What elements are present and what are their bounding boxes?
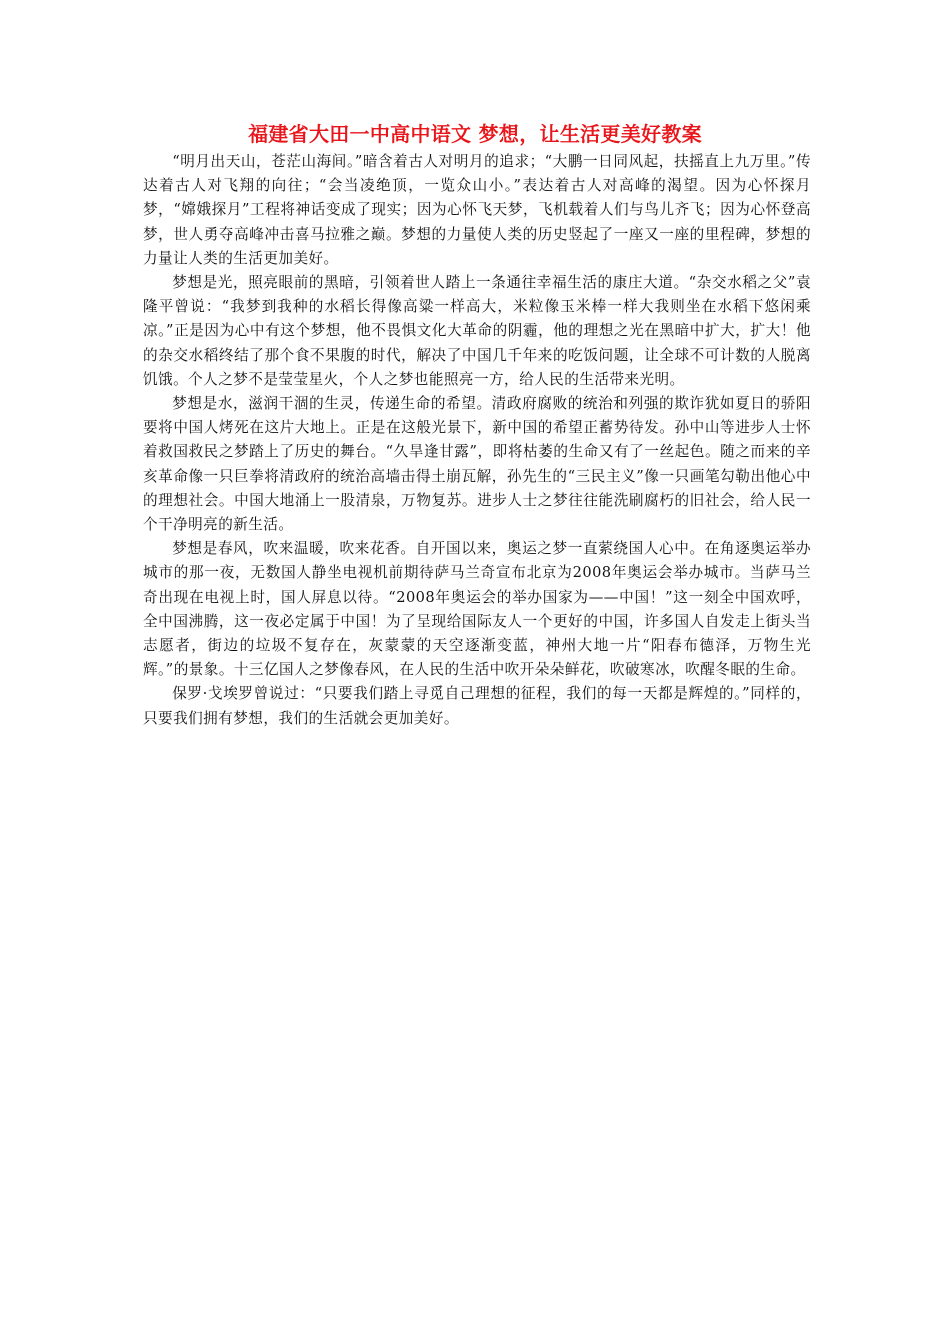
- document-title: 福建省大田一中高中语文 梦想，让生活更美好教案: [248, 122, 702, 146]
- paragraph-dream-history: “明月出天山，苍茫山海间。”暗含着古人对明月的追求；“大鹏一日同风起，扶摇直上九万里。”传达着古人对飞翔的向往；“会当凌绝顶，一览众山小。”表达着古人对高峰的渴望。因为心怀探月梦，“嫦娥探月”工程将神话变成了现实；因为心怀飞天梦，飞机载着人们与鸟儿齐飞；因为心怀登高梦，世人勇夺高峰冲击喜马拉雅之巅。梦想的力量使人类的历史竖起了一座又一座的里程碑，梦想的力量让人类的生活更加美好。: [143, 153, 811, 267]
- paragraph-conclusion: 保罗·戈埃罗曾说过：“只要我们踏上寻觅自己理想的征程，我们的每一天都是辉煌的。”同样的，只要我们拥有梦想，我们的生活就会更加美好。: [143, 685, 811, 727]
- paragraph-dream-water: 梦想是水，滋润干涸的生灵，传递生命的希望。清政府腐败的统治和列强的欺诈犹如夏日的骄阳要将中国人烤死在这片大地上。正是在这般光景下，新中国的希望正蓄势待发。孙中山等进步人士怀着救国救民之梦踏上了历史的舞台。“久旱逢甘露”，即将枯萎的生命又有了一丝起色。随之而来的辛亥革命像一只巨拳将清政府的统治高墙击得土崩瓦解，孙先生的“三民主义”像一只画笔勾勒出他心中的理想社会。中国大地涌上一股清泉，万物复苏。进步人士之梦往往能洗刷腐朽的旧社会，给人民一个干净明亮的新生活。: [143, 395, 811, 534]
- paragraph-dream-spring-wind: 梦想是春风，吹来温暖，吹来花香。自开国以来，奥运之梦一直萦绕国人心中。在角逐奥运举办城市的那一夜，无数国人静坐电视机前期待萨马兰奇宣布北京为2008年奥运会举办城市。当萨马兰奇出现在电视上时，国人屏息以待。“2008年奥运会的举办国家为——中国！”这一刻全中国欢呼，全中国沸腾，这一夜必定属于中国！为了呈现给国际友人一个更好的中国，许多国人自发走上街头当志愿者，街边的垃圾不复存在，灰蒙蒙的天空逐渐变蓝，神州大地一片“阳春布德泽，万物生光辉。”的景象。十三亿国人之梦像春风，在人民的生活中吹开朵朵鲜花，吹破寒冰，吹醒冬眠的生命。: [143, 540, 811, 679]
- document-body: [143, 150, 811, 731]
- paragraph-dream-light: 梦想是光，照亮眼前的黑暗，引领着世人踏上一条通往幸福生活的康庄大道。“杂交水稻之父”袁隆平曾说：“我梦到我种的水稻长得像高粱一样高大，米粒像玉米棒一样大我则坐在水稻下悠闲乘凉。”正是因为心中有这个梦想，他不畏惧文化大革命的阴霾，他的理想之光在黑暗中扩大，扩大！他的杂交水稻终结了那个食不果腹的时代，解决了中国几千年来的吃饭问题，让全球不可计数的人脱离饥饿。个人之梦不是莹莹星火，个人之梦也能照亮一方，给人民的生活带来光明。: [143, 274, 811, 388]
